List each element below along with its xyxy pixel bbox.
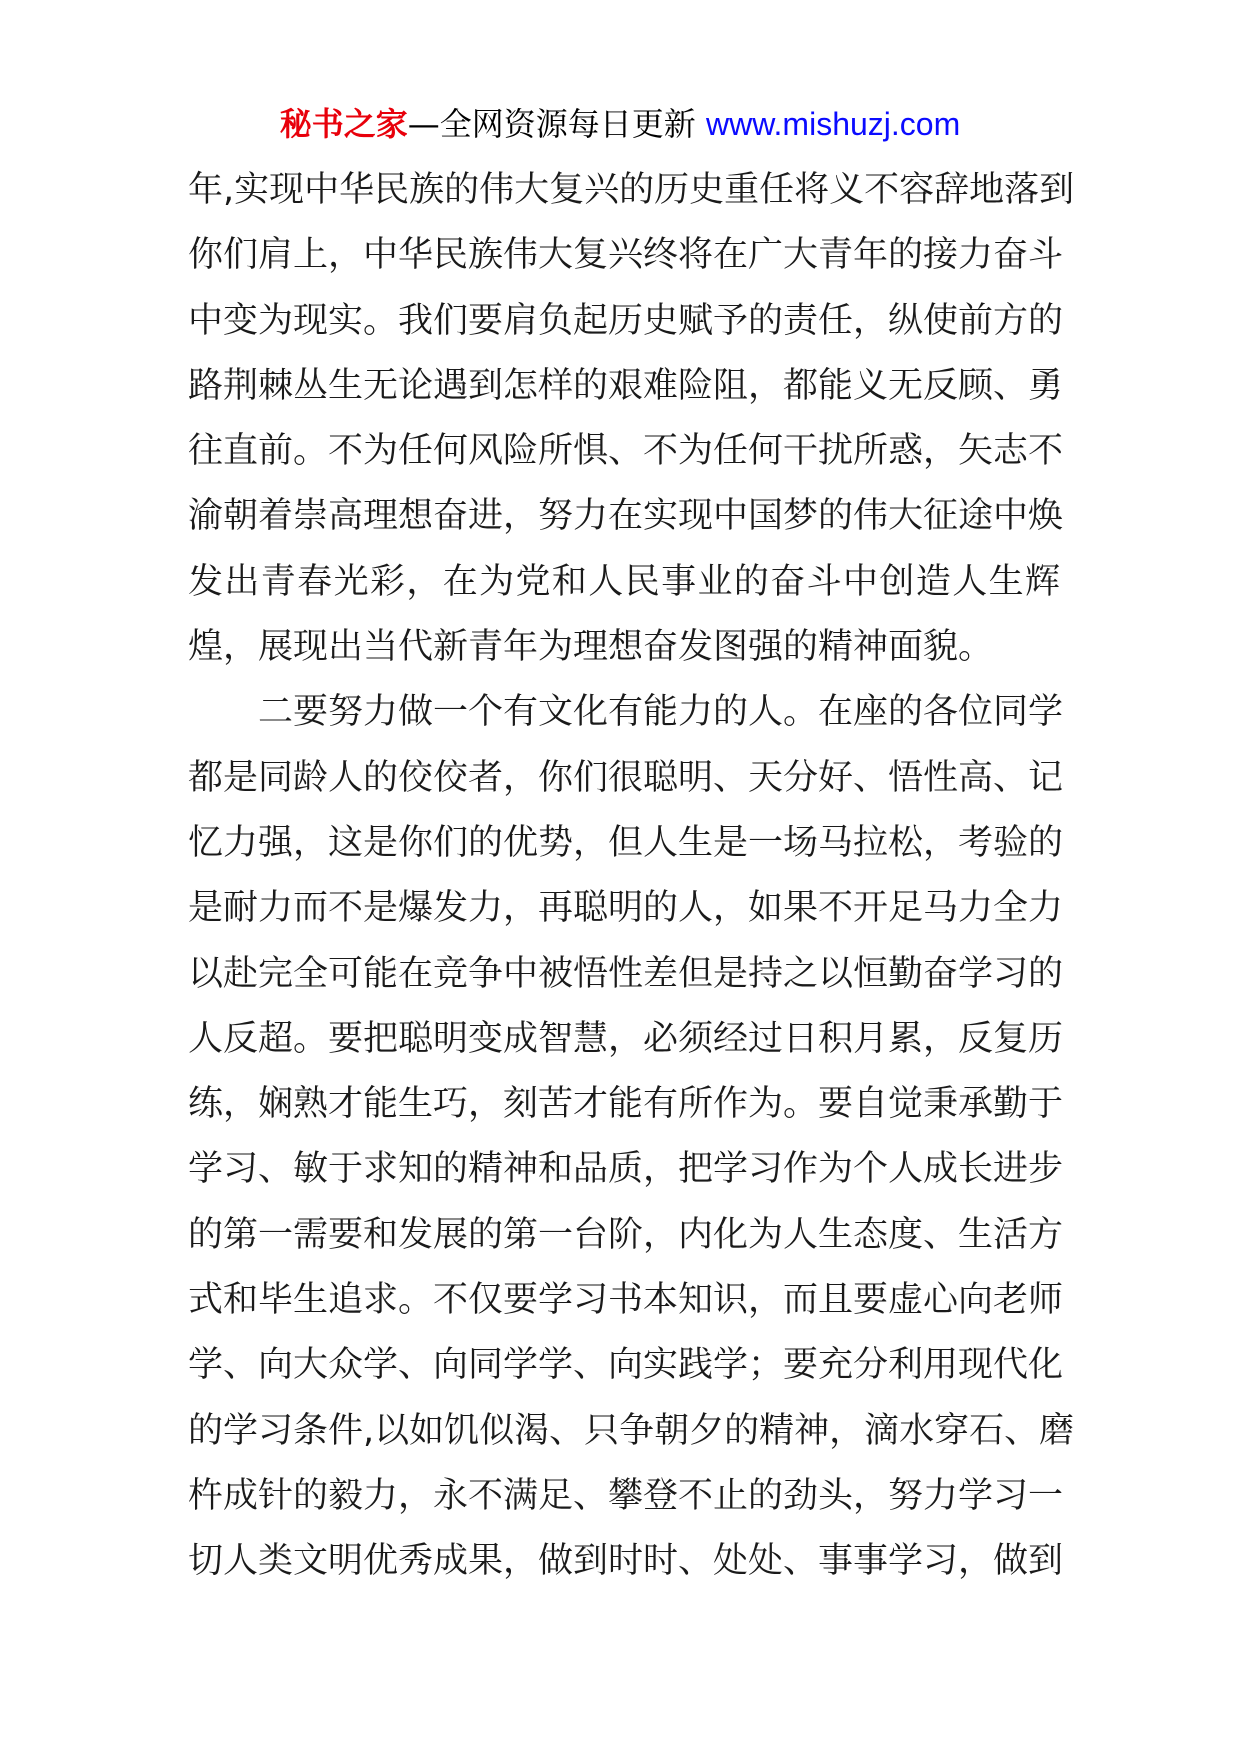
text-line: 发出青春光彩，在为党和人民事业的奋斗中创造人生辉 bbox=[188, 561, 1060, 602]
text-line: 往直前。不为任何风险所惧、不为任何干扰所惑，矢志不 bbox=[188, 431, 1064, 472]
site-brand: 秘书之家 bbox=[279, 105, 408, 143]
text-line: 人反超。要把聪明变成智慧，必须经过日积月累，反复历 bbox=[188, 1018, 1064, 1059]
text-line: 切人类文明优秀成果，做到时时、处处、事事学习，做到 bbox=[188, 1541, 1064, 1582]
text-line: 煌，展现出当代新青年为理想奋发图强的精神面貌。 bbox=[188, 627, 994, 668]
paragraph-start-line: 二要努力做一个有文化有能力的人。在座的各位同学 bbox=[258, 692, 1064, 733]
text-line: 都是同龄人的佼佼者，你们很聪明、天分好、悟性高、记 bbox=[188, 757, 1064, 798]
document-body bbox=[188, 158, 1075, 1595]
text-line: 式和毕生追求。不仅要学习书本知识，而且要虚心向老师 bbox=[188, 1280, 1064, 1321]
text-line: 年,实现中华民族的伟大复兴的历史重任将义不容辞地落到 bbox=[188, 170, 1075, 210]
text-line: 渝朝着崇高理想奋进，努力在实现中国梦的伟大征途中焕 bbox=[188, 496, 1064, 537]
text-line: 中变为现实。我们要肩负起历史赋予的责任，纵使前方的 bbox=[188, 300, 1064, 341]
text-line: 你们肩上，中华民族伟大复兴终将在广大青年的接力奋斗 bbox=[188, 235, 1064, 276]
text-line: 的第一需要和发展的第一台阶，内化为人生态度、生活方 bbox=[188, 1214, 1064, 1255]
site-url-link[interactable]: www.mishuzj.com bbox=[705, 106, 961, 142]
site-tagline: —全网资源每日更新 bbox=[407, 105, 706, 143]
text-line: 的学习条件,以如饥似渴、只争朝夕的精神，滴水穿石、磨 bbox=[188, 1410, 1075, 1451]
text-line: 是耐力而不是爆发力，再聪明的人，如果不开足马力全力 bbox=[188, 888, 1064, 929]
text-line: 学习、敏于求知的精神和品质，把学习作为个人成长进步 bbox=[188, 1149, 1064, 1190]
text-line: 学、向大众学、向同学学、向实践学；要充分利用现代化 bbox=[188, 1345, 1064, 1386]
text-line: 练，娴熟才能生巧，刻苦才能有所作为。要自觉秉承勤于 bbox=[188, 1084, 1064, 1125]
text-line: 以赴完全可能在竞争中被悟性差但是持之以恒勤奋学习的 bbox=[188, 953, 1064, 994]
text-line: 杵成针的毅力，永不满足、攀登不止的劲头，努力学习一 bbox=[188, 1475, 1064, 1516]
text-line: 路荆棘丛生无论遇到怎样的艰难险阻，都能义无反顾、勇 bbox=[188, 365, 1064, 406]
text-line: 忆力强，这是你们的优势，但人生是一场马拉松，考验的 bbox=[188, 822, 1064, 863]
site-header bbox=[0, 104, 1240, 144]
